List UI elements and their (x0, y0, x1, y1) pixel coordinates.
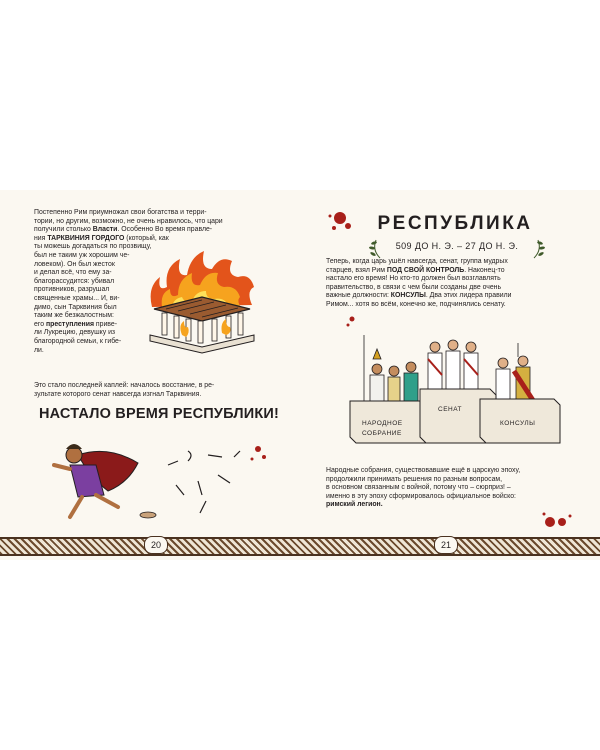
government-podium-illustration (340, 315, 565, 445)
republic-dates: 509 ДО Н. Э. – 27 ДО Н. Э. (395, 241, 519, 251)
page-number-right: 21 (434, 536, 458, 554)
republic-title: РЕСПУБЛИКА (377, 213, 533, 234)
republic-headline: НАСТАЛО ВРЕМЯ РЕСПУБЛИКИ! (38, 406, 280, 422)
left-paragraph-1: Постепенно Рим приумножал свои богатства и терри- тории, но другим, возможно, не очень нравилось, что цари получили столько Власти. Особенно Во время правле- ния ТАРКВИНИЯ ГОРДОГО (который, как ты можешь догадаться по прозвищу, был не таким уж хорошим че- ловеком). Он был жесток и делал всё, что ему за- благорассудится: убивал противников, разрушал священные храмы... И, ви- димо, сын Тарквиния был таким же безжалостным: его преступления приве- ли Лукрецию, девушку из благородной семьи, к гибе- ли. (34, 209, 223, 354)
senate-label: СЕНАТ (438, 406, 463, 413)
burning-temple-illustration (142, 247, 262, 357)
right-paragraph-1: Теперь, когда царь ушёл навсегда, сенат, группа мудрых старцев, взял Рим ПОД СВОЙ КОНТРОЛЬ. Наконец-то настало его время! Но кто-то должен был возглавлять правительство, в связи с чем были созданы две очень важные должности: КОНСУЛЫ. Два этих лидера правили Римом... хотя во всём, конечно же, подчинялись сенату. (326, 258, 512, 308)
consuls-label: КОНСУЛЫ (500, 420, 536, 427)
decorative-border (0, 537, 600, 556)
fleeing-king-illustration (48, 435, 273, 525)
people-assembly-label: НАРОДНОЕ (362, 420, 403, 427)
page-number-left: 20 (144, 536, 168, 554)
blood-splat-icon (538, 510, 574, 532)
people-assembly-label-2: СОБРАНИЕ (362, 430, 402, 437)
laurel-branch-icon (532, 238, 548, 260)
blood-splat-icon (326, 206, 356, 238)
left-paragraph-2: Это стало последней каплей: началось восстание, в ре- зультате которого сенат навсегда изгнал Тарквиния. (34, 382, 215, 398)
right-paragraph-2: Народные собрания, существовавшие ещё в царскую эпоху, продолжили принимать решения по разным вопросам, в основном связанным с войной, потому что – сюрприз! – именно в эту эпоху сформировалось официальное войско: римский легион. (326, 467, 521, 509)
laurel-branch-icon (366, 238, 382, 260)
